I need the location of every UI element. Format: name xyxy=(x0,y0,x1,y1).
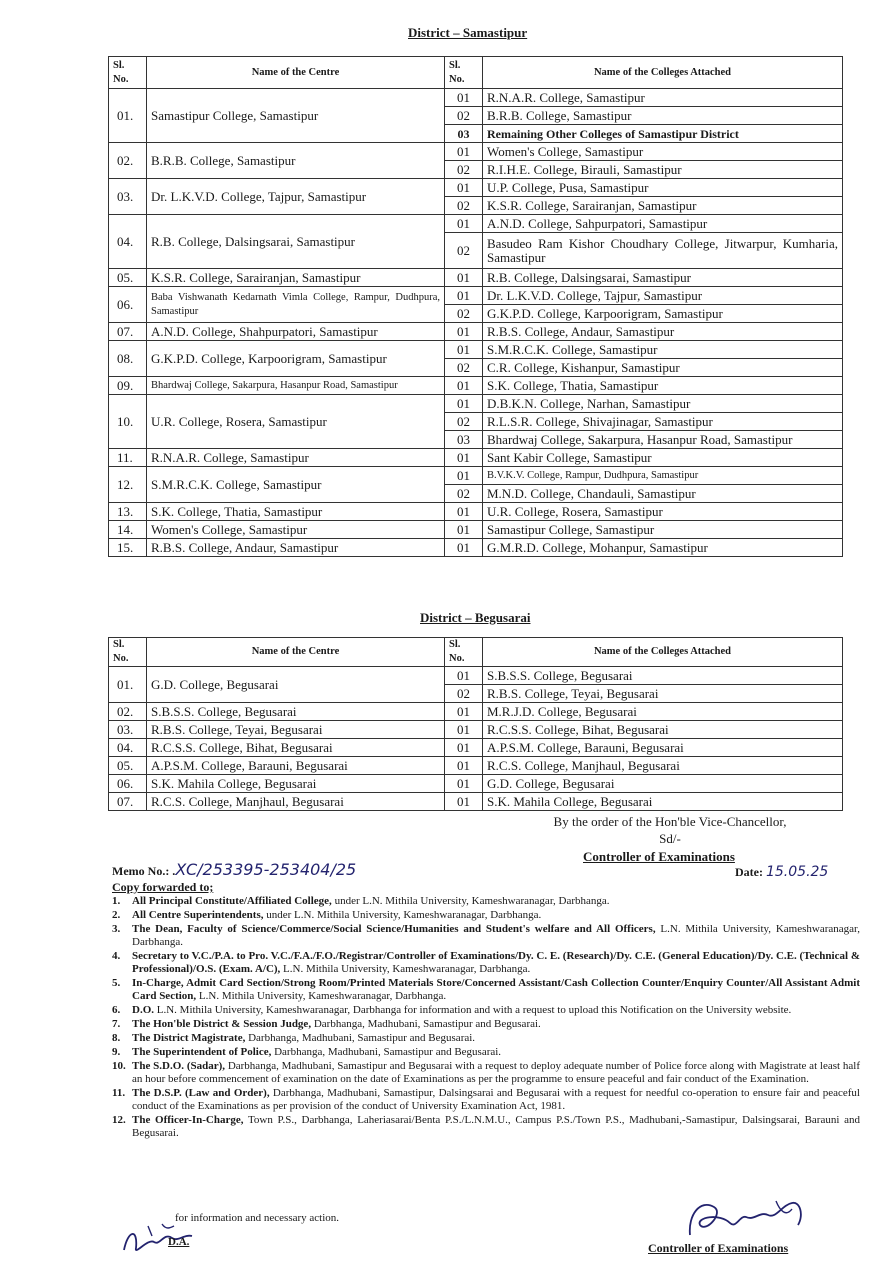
centre-name: Baba Vishwanath Kedarnath Vimla College, Rampur, Dudhpura, Samastipur xyxy=(147,287,445,323)
da-signature xyxy=(118,1220,208,1260)
list-item-detail: under L.N. Mithila University, Kameshwaranagar, Darbhanga. xyxy=(331,895,610,907)
list-item-number: 3. xyxy=(112,923,121,935)
college-sl: 03 xyxy=(445,125,483,143)
table-row xyxy=(109,667,843,685)
college-sl: 01 xyxy=(445,721,483,739)
college-sl: 02 xyxy=(445,685,483,703)
college-sl: 01 xyxy=(445,775,483,793)
date-label: Date: xyxy=(735,865,763,879)
controller-title: Controller of Examinations xyxy=(583,849,735,864)
centre-name: Dr. L.K.V.D. College, Tajpur, Samastipur xyxy=(147,179,445,215)
college-name: U.R. College, Rosera, Samastipur xyxy=(483,503,843,521)
list-item xyxy=(112,1018,860,1031)
college-sl: 01 xyxy=(445,757,483,775)
centre-name: S.B.S.S. College, Begusarai xyxy=(147,703,445,721)
table-row xyxy=(109,721,843,739)
college-sl: 01 xyxy=(445,215,483,233)
table-row xyxy=(109,341,843,359)
centre-sl: 07. xyxy=(109,793,147,811)
college-sl: 03 xyxy=(445,431,483,449)
list-item-recipient: D.O. xyxy=(132,1004,154,1016)
college-sl: 01 xyxy=(445,395,483,413)
list-item-number: 12. xyxy=(112,1114,126,1126)
header-sl-2: Sl. No. xyxy=(445,638,483,667)
table-row xyxy=(109,143,843,161)
list-item xyxy=(112,1032,860,1045)
college-name: R.B.S. College, Teyai, Begusarai xyxy=(483,685,843,703)
college-sl: 02 xyxy=(445,161,483,179)
table-row xyxy=(109,793,843,811)
college-sl: 01 xyxy=(445,703,483,721)
samastipur-table xyxy=(108,56,843,557)
list-item-detail: Darbhanga, Madhubani, Samastipur and Begusarai. xyxy=(271,1046,502,1058)
centre-sl: 11. xyxy=(109,449,147,467)
college-sl: 01 xyxy=(445,89,483,107)
college-sl: 01 xyxy=(445,739,483,757)
centre-sl: 13. xyxy=(109,503,147,521)
list-item xyxy=(112,977,860,1003)
list-item-detail: Darbhanga, Madhubani, Samastipur, Dalsingsarai and Begusarai with a request for needful co-operation to ensure fair and peaceful conduct of the Examinations as per provision of the conduct of University Examination Act, 1981. xyxy=(132,1087,860,1112)
centre-sl: 09. xyxy=(109,377,147,395)
closing-line: for information and necessary action. xyxy=(175,1212,340,1224)
memo-number xyxy=(112,860,356,879)
college-name: Remaining Other Colleges of Samastipur District xyxy=(483,125,843,143)
college-sl: 01 xyxy=(445,377,483,395)
order-line: By the order of the Hon'ble Vice-Chancellor, xyxy=(553,814,787,829)
college-sl: 02 xyxy=(445,107,483,125)
college-name: B.R.B. College, Samastipur xyxy=(483,107,843,125)
college-name: G.M.R.D. College, Mohanpur, Samastipur xyxy=(483,539,843,557)
centre-sl: 02. xyxy=(109,143,147,179)
list-item xyxy=(112,1046,860,1059)
centre-sl: 07. xyxy=(109,323,147,341)
da-label: D.A. xyxy=(168,1236,190,1248)
table-row xyxy=(109,395,843,413)
memo-date xyxy=(735,864,828,880)
table-row xyxy=(109,215,843,233)
table-row xyxy=(109,775,843,793)
centre-name: R.N.A.R. College, Samastipur xyxy=(147,449,445,467)
centre-name: S.K. College, Thatia, Samastipur xyxy=(147,503,445,521)
table-row xyxy=(109,287,843,305)
college-sl: 01 xyxy=(445,521,483,539)
header-sl: Sl. No. xyxy=(109,57,147,89)
centre-name: S.K. Mahila College, Begusarai xyxy=(147,775,445,793)
memo-label: Memo No.: . xyxy=(112,864,176,878)
list-item xyxy=(112,909,860,922)
table-row xyxy=(109,521,843,539)
table-row xyxy=(109,757,843,775)
college-name: S.M.R.C.K. College, Samastipur xyxy=(483,341,843,359)
list-item-number: 9. xyxy=(112,1046,121,1058)
college-name: R.L.S.R. College, Shivajinagar, Samastipur xyxy=(483,413,843,431)
college-sl: 01 xyxy=(445,323,483,341)
header-centre: Name of the Centre xyxy=(147,57,445,89)
centre-sl: 02. xyxy=(109,703,147,721)
list-item-number: 8. xyxy=(112,1032,121,1044)
college-sl: 02 xyxy=(445,197,483,215)
college-sl: 01 xyxy=(445,539,483,557)
header-centre: Name of the Centre xyxy=(147,638,445,667)
list-item xyxy=(112,1060,860,1086)
list-item-recipient: The District Magistrate, xyxy=(132,1032,246,1044)
begusarai-table xyxy=(108,637,843,811)
list-item-recipient: The D.S.P. (Law and Order), xyxy=(132,1087,270,1099)
list-item-number: 6. xyxy=(112,1004,121,1016)
college-sl: 01 xyxy=(445,793,483,811)
centre-sl: 01. xyxy=(109,667,147,703)
college-sl: 01 xyxy=(445,667,483,685)
list-item-recipient: The Superintendent of Police, xyxy=(132,1046,272,1058)
college-sl: 02 xyxy=(445,233,483,269)
list-item-number: 2. xyxy=(112,909,121,921)
list-item-number: 7. xyxy=(112,1018,121,1030)
college-name: R.N.A.R. College, Samastipur xyxy=(483,89,843,107)
college-name: S.K. College, Thatia, Samastipur xyxy=(483,377,843,395)
centre-sl: 06. xyxy=(109,287,147,323)
memo-value: XC/253395-253404/25 xyxy=(175,860,357,879)
centre-name: R.C.S. College, Manjhaul, Begusarai xyxy=(147,793,445,811)
college-name: K.S.R. College, Sarairanjan, Samastipur xyxy=(483,197,843,215)
college-sl: 02 xyxy=(445,359,483,377)
table-row xyxy=(109,467,843,485)
centre-name: R.B.S. College, Teyai, Begusarai xyxy=(147,721,445,739)
list-item-number: 10. xyxy=(112,1060,126,1072)
list-item-recipient: All Centre Superintendents, xyxy=(132,909,264,921)
list-item-number: 11. xyxy=(112,1087,126,1099)
list-item-recipient: In-Charge, Admit Card Section/Strong Room/Printed Materials Store/Concerned Assistant/Cash Collection Counter/Enquiry Counter/All Assistant Admit Card Section, xyxy=(132,977,860,1002)
table-row xyxy=(109,503,843,521)
college-name: S.K. Mahila College, Begusarai xyxy=(483,793,843,811)
college-name: A.N.D. College, Sahpurpatori, Samastipur xyxy=(483,215,843,233)
list-item-detail: L.N. Mithila University, Kameshwaranagar, Darbhanga. xyxy=(196,990,447,1002)
college-sl: 01 xyxy=(445,143,483,161)
centre-name: U.R. College, Rosera, Samastipur xyxy=(147,395,445,449)
list-item xyxy=(112,1004,860,1017)
list-item-recipient: The S.D.O. (Sadar), xyxy=(132,1060,226,1072)
centre-name: Bhardwaj College, Sakarpura, Hasanpur Road, Samastipur xyxy=(147,377,445,395)
college-name: Basudeo Ram Kishor Choudhary College, Jitwarpur, Kumharia, Samastipur xyxy=(483,233,843,269)
centre-name: G.K.P.D. College, Karpoorigram, Samastipur xyxy=(147,341,445,377)
centre-sl: 01. xyxy=(109,89,147,143)
college-name: B.V.K.V. College, Rampur, Dudhpura, Samastipur xyxy=(483,467,843,485)
list-item-number: 5. xyxy=(112,977,121,989)
centre-name: Women's College, Samastipur xyxy=(147,521,445,539)
college-sl: 01 xyxy=(445,503,483,521)
centre-sl: 05. xyxy=(109,757,147,775)
list-item-recipient: The Hon'ble District & Session Judge, xyxy=(132,1018,312,1030)
table-row xyxy=(109,89,843,107)
college-name: G.D. College, Begusarai xyxy=(483,775,843,793)
college-name: M.N.D. College, Chandauli, Samastipur xyxy=(483,485,843,503)
header-colleges: Name of the Colleges Attached xyxy=(483,638,843,667)
list-item-number: 1. xyxy=(112,895,121,907)
header-sl: Sl. No. xyxy=(109,638,147,667)
college-sl: 01 xyxy=(445,449,483,467)
list-item-recipient: The Officer-In-Charge, xyxy=(132,1114,244,1126)
centre-name: A.N.D. College, Shahpurpatori, Samastipur xyxy=(147,323,445,341)
table-row xyxy=(109,539,843,557)
college-sl: 01 xyxy=(445,179,483,197)
list-item-recipient: Secretary to V.C./P.A. to Pro. V.C./F.A./F.O./Registrar/Controller of Examinations/Dy. C. E. (Research)/Dy. C.E. (General Education)/Dy. C.E. (Technical & Professional)/O.S. (Exam. A/C), xyxy=(132,950,860,975)
college-name: M.R.J.D. College, Begusarai xyxy=(483,703,843,721)
centre-name: Samastipur College, Samastipur xyxy=(147,89,445,143)
list-item-recipient: The Dean, Faculty of Science/Commerce/Social Science/Humanities and Student's welfare and All Officers, xyxy=(132,923,656,935)
centre-sl: 03. xyxy=(109,179,147,215)
header-sl-2: Sl. No. xyxy=(445,57,483,89)
table-row xyxy=(109,269,843,287)
centre-name: A.P.S.M. College, Barauni, Begusarai xyxy=(147,757,445,775)
list-item xyxy=(112,950,860,976)
list-item-detail: under L.N. Mithila University, Kameshwaranagar, Darbhanga. xyxy=(263,909,542,921)
centre-name: R.B. College, Dalsingsarai, Samastipur xyxy=(147,215,445,269)
footer-controller: Controller of Examinations xyxy=(648,1241,789,1255)
college-sl: 01 xyxy=(445,287,483,305)
college-name: Dr. L.K.V.D. College, Tajpur, Samastipur xyxy=(483,287,843,305)
centre-name: R.C.S.S. College, Bihat, Begusarai xyxy=(147,739,445,757)
list-item-detail: Darbhanga, Madhubani, Samastipur and Begusarai. xyxy=(245,1032,476,1044)
college-name: R.B. College, Dalsingsarai, Samastipur xyxy=(483,269,843,287)
college-name: R.I.H.E. College, Birauli, Samastipur xyxy=(483,161,843,179)
distribution-list xyxy=(112,895,860,1141)
centre-sl: 10. xyxy=(109,395,147,449)
date-value: 15.05.25 xyxy=(765,864,829,880)
table-row xyxy=(109,703,843,721)
college-name: C.R. College, Kishanpur, Samastipur xyxy=(483,359,843,377)
list-item-recipient: All Principal Constitute/Affiliated College, xyxy=(132,895,332,907)
list-item-detail: L.N. Mithila University, Kameshwaranagar, Darbhanga. xyxy=(280,963,531,975)
college-name: Women's College, Samastipur xyxy=(483,143,843,161)
list-item-detail: L.N. Mithila University, Kameshwaranagar, Darbhanga for information and with a request to upload this Notification on the University website. xyxy=(154,1004,792,1016)
copy-forwarded: Copy forwarded to; xyxy=(112,880,214,894)
samastipur-heading: District – Samastipur xyxy=(408,25,528,40)
begusarai-heading: District – Begusarai xyxy=(420,610,531,625)
centre-sl: 03. xyxy=(109,721,147,739)
centre-name: G.D. College, Begusarai xyxy=(147,667,445,703)
list-item-number: 4. xyxy=(112,950,121,962)
header-colleges: Name of the Colleges Attached xyxy=(483,57,843,89)
college-name: D.B.K.N. College, Narhan, Samastipur xyxy=(483,395,843,413)
college-sl: 01 xyxy=(445,467,483,485)
list-item xyxy=(112,895,860,908)
college-name: S.B.S.S. College, Begusarai xyxy=(483,667,843,685)
college-sl: 01 xyxy=(445,269,483,287)
college-name: Bhardwaj College, Sakarpura, Hasanpur Road, Samastipur xyxy=(483,431,843,449)
list-item xyxy=(112,1087,860,1113)
sd-line: Sd/- xyxy=(659,831,681,846)
table-row xyxy=(109,739,843,757)
centre-sl: 05. xyxy=(109,269,147,287)
centre-sl: 15. xyxy=(109,539,147,557)
college-name: U.P. College, Pusa, Samastipur xyxy=(483,179,843,197)
list-item-detail: Darbhanga, Madhubani, Samastipur and Begusarai with a request to deploy adequate number of Police force along with Magistrate at least half an hour before commencement of examination on the date of Examinations as per the programme to ensure peaceful and fair conduct of the Examination. xyxy=(132,1060,860,1085)
college-sl: 02 xyxy=(445,305,483,323)
list-item xyxy=(112,923,860,949)
centre-sl: 04. xyxy=(109,739,147,757)
centre-sl: 14. xyxy=(109,521,147,539)
college-sl: 01 xyxy=(445,341,483,359)
college-name: R.C.S. College, Manjhaul, Begusarai xyxy=(483,757,843,775)
centre-name: R.B.S. College, Andaur, Samastipur xyxy=(147,539,445,557)
college-sl: 02 xyxy=(445,485,483,503)
centre-name: K.S.R. College, Sarairanjan, Samastipur xyxy=(147,269,445,287)
college-name: G.K.P.D. College, Karpoorigram, Samastipur xyxy=(483,305,843,323)
college-name: A.P.S.M. College, Barauni, Begusarai xyxy=(483,739,843,757)
list-item xyxy=(112,1114,860,1140)
table-row xyxy=(109,179,843,197)
centre-sl: 12. xyxy=(109,467,147,503)
list-item-detail: Darbhanga, Madhubani, Samastipur and Begusarai. xyxy=(311,1018,541,1030)
table-row xyxy=(109,449,843,467)
college-name: R.C.S.S. College, Bihat, Begusarai xyxy=(483,721,843,739)
college-name: Sant Kabir College, Samastipur xyxy=(483,449,843,467)
list-item-detail: L.N. Mithila University, Kameshwaranagar, Darbhanga. xyxy=(132,923,860,948)
table-row xyxy=(109,377,843,395)
centre-name: B.R.B. College, Samastipur xyxy=(147,143,445,179)
college-name: Samastipur College, Samastipur xyxy=(483,521,843,539)
centre-sl: 04. xyxy=(109,215,147,269)
college-name: R.B.S. College, Andaur, Samastipur xyxy=(483,323,843,341)
centre-sl: 08. xyxy=(109,341,147,377)
centre-name: S.M.R.C.K. College, Samastipur xyxy=(147,467,445,503)
list-item-detail: Town P.S., Darbhanga, Laheriasarai/Benta P.S./L.N.M.U., Campus P.S./Town P.S., Madhubani,-Samastipur, Dalsingsarai, Barauni and Begusarai. xyxy=(132,1114,860,1139)
table-row xyxy=(109,323,843,341)
college-sl: 02 xyxy=(445,413,483,431)
centre-sl: 06. xyxy=(109,775,147,793)
